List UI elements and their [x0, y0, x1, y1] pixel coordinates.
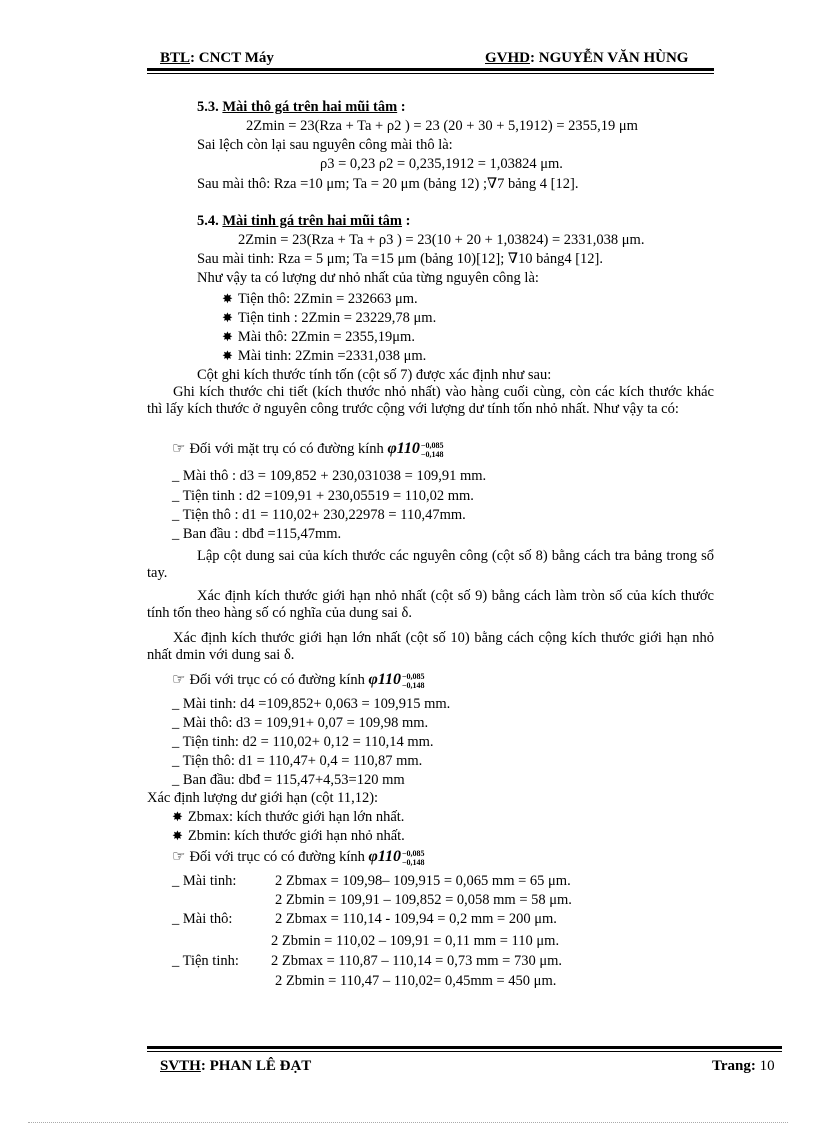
- bullet-item: ✸ Tiện tinh : 2Zmin = 23229,78 μm.: [222, 310, 437, 326]
- header-rule-thin: [147, 73, 714, 74]
- diameter-symbol: φ110: [368, 848, 401, 865]
- sec53-formula-2: ρ3 = 0,23 ρ2 = 0,235,1912 = 1,03824 μm.: [320, 156, 563, 172]
- header-course-value: : CNCT Máy: [190, 50, 274, 66]
- list-item: _ Ban đầu: dbđ = 115,47+4,53=120 mm: [172, 772, 405, 788]
- bullet-item: ✸ Zbmax: kích thước giới hạn lớn nhất.: [172, 809, 405, 825]
- list-item: _ Mài thô : d3 = 109,852 + 230,031038 = 109,91 mm.: [172, 468, 487, 484]
- bullet-item: ✸ Mài thô: 2Zmin = 2355,19μm.: [222, 329, 415, 345]
- tolerance: −0,085 −0,148: [420, 440, 444, 459]
- diameter-line: ☞ Đối với trục có có đường kính φ110 −0,085 −0,148: [172, 848, 425, 867]
- list-item: _ Tiện tinh : d2 =109,91 + 230,05519 = 110,02 mm.: [172, 488, 474, 504]
- diameter-line: ☞ Đối với mặt trụ có có đường kính φ110 −0,085 −0,148: [172, 440, 444, 459]
- header-instructor-value: : NGUYỄN VĂN HÙNG: [530, 50, 689, 66]
- footer-rule-thick: [147, 1046, 782, 1049]
- footer-student-label: SVTH: [160, 1058, 201, 1074]
- footer-student-value: : PHAN LÊ ĐẠT: [200, 1058, 312, 1074]
- list-item: _ Mài thô: d3 = 109,91+ 0,07 = 109,98 mm.: [172, 715, 429, 731]
- row-formula: 2 Zbmax = 109,98– 109,915 = 0,065 mm = 65 μm.: [275, 873, 571, 889]
- bullet-icon: ✸: [222, 310, 233, 325]
- paragraph: Xác định kích thước giới hạn lớn nhất (cột số 10) bằng cách cộng kích thước giới hạn nhỏ nhất dmin với dung sai δ.: [147, 630, 714, 663]
- bullet-icon: ✸: [172, 809, 183, 824]
- header-instructor-label: GVHD: [485, 50, 530, 66]
- diameter-line: ☞ Đối với trục có có đường kính φ110 −0,085 −0,148: [172, 671, 425, 690]
- sec53-text: Sai lệch còn lại sau nguyên công mài thô là:: [197, 137, 453, 153]
- page-number: Trang: 10: [712, 1058, 775, 1074]
- bullet-item: ✸ Tiện thô: 2Zmin = 232663 μm.: [222, 291, 418, 307]
- tolerance: −0,085 −0,148: [401, 671, 425, 690]
- header-instructor: [485, 50, 688, 67]
- tolerance: −0,085 −0,148: [401, 848, 425, 867]
- sec54-text: Sau mài tinh: Rza = 5 μm; Ta =15 μm (bảng 10)[12]; ∇10 bảng4 [12].: [197, 251, 603, 267]
- row-label: _ Mài thô:: [172, 911, 233, 927]
- bullet-item: ✸ Zbmin: kích thước giới hạn nhỏ nhất.: [172, 828, 405, 844]
- sec54-text-2: Như vậy ta có lượng dư nhỏ nhất của từng nguyên công là:: [197, 270, 539, 286]
- pointing-hand-icon: ☞: [172, 849, 186, 865]
- bullet-item: ✸ Mài tinh: 2Zmin =2331,038 μm.: [222, 348, 427, 364]
- pointing-hand-icon: ☞: [172, 672, 186, 688]
- bullet-icon: ✸: [222, 329, 233, 344]
- paragraph: Xác định lượng dư giới hạn (cột 11,12):: [147, 790, 379, 806]
- paragraph: Cột ghi kích thước tính tốn (cột số 7) được xác định như sau:: [197, 367, 552, 383]
- paragraph: Xác định kích thước giới hạn nhỏ nhất (cột số 9) bằng cách làm tròn số của kích thước tính tốn theo hàng số có nghĩa của dung sai δ.: [147, 588, 714, 621]
- section-5-4-title: 5.4. Mài tinh gá trên hai mũi tâm :: [197, 213, 411, 229]
- pointing-hand-icon: ☞: [172, 441, 186, 457]
- footer-student: [160, 1058, 311, 1075]
- diameter-symbol: φ110: [368, 671, 401, 688]
- footer-rule-thin: [147, 1051, 782, 1052]
- list-item: _ Tiện thô: d1 = 110,47+ 0,4 = 110,87 mm.: [172, 753, 423, 769]
- bullet-icon: ✸: [222, 291, 233, 306]
- paragraph: Ghi kích thước chi tiết (kích thước nhỏ nhất) vào hàng cuối cùng, còn các kích thước khác thì lấy kích thước ở nguyên công trước cộng với lượng dư tính tốn nhỏ nhất. Như vậy ta có:: [147, 384, 714, 417]
- row-formula: 2 Zbmin = 110,47 – 110,02= 0,45mm = 450 μm.: [275, 973, 557, 989]
- row-label: _ Mài tinh:: [172, 873, 237, 889]
- row-formula: 2 Zbmin = 109,91 – 109,852 = 0,058 mm = 58 μm.: [275, 892, 572, 908]
- paragraph: Lập cột dung sai của kích thước các nguyên công (cột số 8) bằng cách tra bảng trong sổ tay.: [147, 548, 714, 581]
- list-item: _ Ban đầu : dbđ =115,47mm.: [172, 526, 342, 542]
- sec53-formula: 2Zmin = 23(Rza + Ta + ρ2 ) = 23 (20 + 30 + 5,1912) = 2355,19 μm: [246, 118, 638, 134]
- row-formula: 2 Zbmin = 110,02 – 109,91 = 0,11 mm = 110 μm.: [271, 933, 560, 949]
- header-rule-thick: [147, 68, 714, 71]
- header-course: [160, 50, 274, 67]
- section-5-3-title: 5.3. Mài thô gá trên hai mũi tâm :: [197, 99, 406, 115]
- sec53-text-2: Sau mài thô: Rza =10 μm; Ta = 20 μm (bảng 12) ;∇7 bảng 4 [12].: [197, 176, 579, 192]
- bullet-icon: ✸: [222, 348, 233, 363]
- row-label: _ Tiện tinh:: [172, 953, 239, 969]
- list-item: _ Tiện thô : d1 = 110,02+ 230,22978 = 110,47mm.: [172, 507, 466, 523]
- header-course-label: BTL: [160, 50, 191, 66]
- row-formula: 2 Zbmax = 110,87 – 110,14 = 0,73 mm = 730 μm.: [271, 953, 563, 969]
- row-formula: 2 Zbmax = 110,14 - 109,94 = 0,2 mm = 200 μm.: [275, 911, 557, 927]
- list-item: _ Tiện tinh: d2 = 110,02+ 0,12 = 110,14 mm.: [172, 734, 434, 750]
- sec54-formula: 2Zmin = 23(Rza + Ta + ρ3 ) = 23(10 + 20 + 1,03824) = 2331,038 μm.: [238, 232, 645, 248]
- bullet-icon: ✸: [172, 828, 183, 843]
- diameter-symbol: φ110: [387, 440, 420, 457]
- list-item: _ Mài tinh: d4 =109,852+ 0,063 = 109,915 mm.: [172, 696, 451, 712]
